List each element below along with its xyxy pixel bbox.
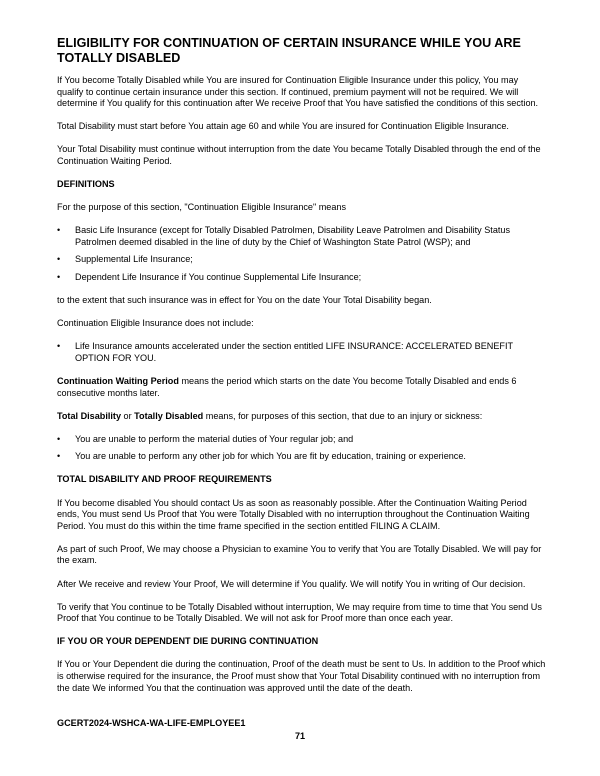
exclusion-lead: Continuation Eligible Insurance does not include:: [57, 318, 254, 329]
proof-paragraph: If You become disabled You should contact Us as soon as reasonably possible. After the Continuation Waiting Period ends, You must send Us Proof that You were Totally Disabled with no interruption throughout the Continuation Waiting Period. You must do this within the time frame specified in the section entitled FILING A CLAIM.: [57, 497, 530, 531]
definitions-lead: For the purpose of this section, "Continuation Eligible Insurance" means: [57, 202, 347, 213]
definition-text: means the period which starts on the date You become Totally Disabled and ends 6 consecutive months later.: [57, 376, 517, 398]
list-item: • Dependent Life Insurance if You continue Supplemental Life Insurance;: [57, 272, 547, 284]
proof-paragraph: To verify that You continue to be Totally Disabled without interruption, We may require from time to time that You send Us Proof that You continue to be Totally Disabled. We will not ask for Proof more than once each year.: [57, 601, 542, 624]
total-disability-definition: [57, 411, 547, 423]
extent-paragraph: to the extent that such insurance was in effect for You on the date Your Total Disability began.: [57, 295, 432, 306]
list-item: • Supplemental Life Insurance;: [57, 254, 547, 266]
list-item: • You are unable to perform any other job for which You are fit by education, training or experience.: [57, 451, 547, 463]
intro-paragraph: Total Disability must start before You attain age 60 and while You are insured for Continuation Eligible Insurance.: [57, 121, 509, 132]
definition-text: means, for purposes of this section, that due to an injury or sickness:: [203, 410, 483, 421]
intro-paragraph: If You become Totally Disabled while You are insured for Continuation Eligible Insurance under this policy, You may qualify to continue certain insurance under this section. If continued, premium payment will not be required. We will determine if You qualify for this continuation after We receive Proof that You have satisfied the conditions of this section.: [57, 75, 539, 109]
death-heading: IF YOU OR YOUR DEPENDENT DIE DURING CONTINUATION: [57, 636, 319, 647]
list-item: • You are unable to perform the material duties of Your regular job; and: [57, 434, 547, 446]
disability-conditions-list: [57, 434, 547, 463]
eligible-insurance-list: [57, 225, 547, 283]
intro-paragraph: Your Total Disability must continue without interruption from the date You became Totally Disabled through the end of the Continuation Waiting Period.: [57, 144, 541, 166]
waiting-period-definition: [57, 376, 547, 399]
page-title: ELIGIBILITY FOR CONTINUATION OF CERTAIN INSURANCE WHILE YOU ARE TOTALLY DISABLED: [57, 36, 521, 65]
death-paragraph: If You or Your Dependent die during the continuation, Proof of the death must be sent to Us. In addition to the Proof which is otherwise required for the insurance, the Proof must show that Your Total Disability continued with no interruption from the date We informed You that the continuation was approved until the date of the death.: [57, 659, 546, 693]
definitions-heading: DEFINITIONS: [57, 179, 115, 190]
defined-term: Total Disability: [57, 410, 122, 421]
defined-term: Continuation Waiting Period: [57, 376, 179, 386]
page-number: 71: [294, 731, 306, 741]
proof-paragraph: After We receive and review Your Proof, We will determine if You qualify. We will notify You in writing of Our decision.: [57, 578, 526, 589]
form-code: GCERT2024-WSHCA-WA-LIFE-EMPLOYEE1: [57, 718, 246, 728]
document-page: [57, 36, 547, 706]
connector-text: or: [121, 410, 135, 421]
proof-heading: TOTAL DISABILITY AND PROOF REQUIREMENTS: [57, 474, 272, 485]
excluded-insurance-list: [57, 341, 547, 364]
list-item: • Life Insurance amounts accelerated under the section entitled LIFE INSURANCE: ACCELERATED BENEFIT OPTION FOR YOU.: [57, 341, 547, 364]
proof-paragraph: As part of such Proof, We may choose a Physician to examine You to verify that You are Totally Disabled. We will pay for the exam.: [57, 543, 542, 566]
list-item: • Basic Life Insurance (except for Totally Disabled Patrolmen, Disability Leave Patrolmen and Disability Status Patrolmen deemed disabled in the line of duty by the Chief of Washington State Patrol (WSP); and: [57, 225, 547, 248]
defined-term: Totally Disabled: [134, 410, 204, 421]
